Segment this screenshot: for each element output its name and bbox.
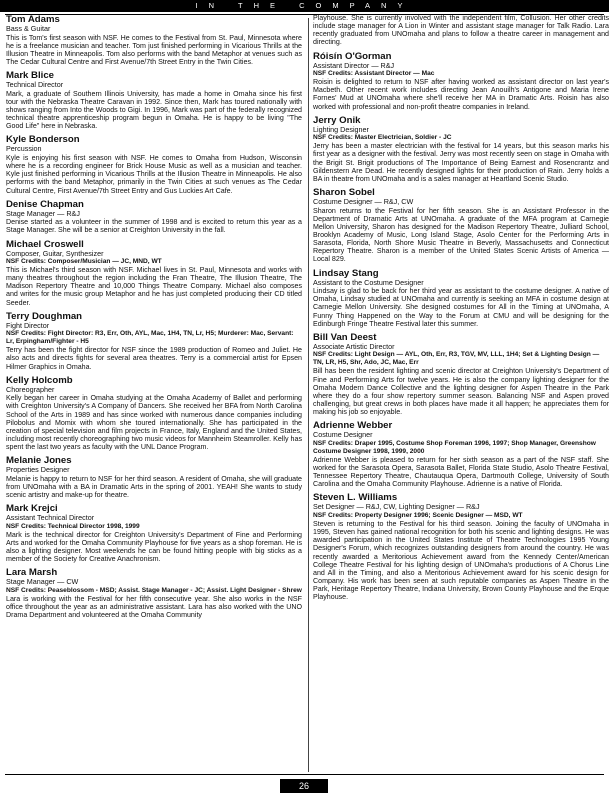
right-column xyxy=(313,14,609,770)
member-bio: Steven is returning to the Festival for his third season. Joining the faculty of UNOmaha in 1995, Steven has gained national recognition for both his scenic and lighting designs. He was awarded participation in the United States Institute of Theatre Technologies 1995 Young Designer's Forum, which recognizes outstanding designers from around the country. He was recently awarded a Meritorious Achievement award from the Kennedy Center/American College Theatre Festival for his lighting design of UNOmaha's productions of A Chorus Line and All in the Timing, and also a Meritorious Achievement award for his scenic design for Company. His work has been seen at such reputable companies as Aspen Theatre in the Park, Heritage Repertory Theatre, Indiana University, Brown County Playhouse and the Erque Playhouse. xyxy=(313,519,609,602)
column-divider xyxy=(308,18,309,772)
member-name: Steven L. Williams xyxy=(313,492,398,504)
member-role: Stage Manager — R&J xyxy=(6,208,80,218)
member-bio: Adrienne Webber is pleased to return for her sixth season as a part of the NSF staff. She worked for the Sarasota Opera, Sarasota Ballet, Florida State Studio, Asolo Theatre Festival, Tennessee Repertory Theatre, Chautauqua Opera, Dartmouth College, University of South Carolina and the Omaha Community Playhouse. Adrienne is a native of Florida. xyxy=(313,455,609,489)
member-role: Fight Director xyxy=(6,320,50,330)
member-name: Tom Adams xyxy=(6,14,60,25)
member-bio: Mark is the technical director for Creighton University's Department of Fine and Performing Arts and worked for the Omaha Community Playhouse for five years as a shop foreman. He is also a lighting designer. Most weekends he can be found hitting people with big sticks as a member of the Society for Creative Anachronism. xyxy=(6,530,302,564)
member-bio: This is Tom's first season with NSF. He comes to the Festival from St. Paul, Minnesota where he is a freelance musician and teacher. Tom just finished performing in Vicarious Thrills at the Illusion Theatre in Minneapolis. Tom also performs with the band Metaphor at venues such as The Cedar Cultural Centre and First Avenue/7th Street Entry in the Twin Cities. xyxy=(6,33,302,66)
member-name: Adrienne Webber xyxy=(313,420,393,432)
left-column xyxy=(6,14,302,770)
member-name: Jerry Onik xyxy=(313,114,361,126)
company-member-entry xyxy=(313,115,609,183)
member-name: Terry Doughman xyxy=(6,310,83,322)
company-member-entry xyxy=(6,134,302,194)
member-credits: NSF Credits: Property Designer 1996; Scenic Designer — MSD, WT xyxy=(313,511,523,519)
member-credits: NSF Credits: Technical Director 1998, 1999 xyxy=(6,522,140,530)
member-name: Kelly Holcomb xyxy=(6,374,73,386)
company-member-entry xyxy=(313,492,609,601)
member-bio: Kyle is enjoying his first season with NSF. He comes to Omaha from Hudson, Wisconsin where he is a recording engineer for Brick House Music as well as a musician and teacher. Kyle just finished performing in Vicarious Thrills at the Illusion Theatre in Minneapolis. He also performs with the band Metaphor, primarily in the Twin Cities at such venues as The Cedar Cultural Centre, First Avenue/7th Street Entry and Gus Luckies Art Cafe. xyxy=(6,153,302,195)
member-name: Mark Krejci xyxy=(6,503,58,515)
member-bio: Melanie is happy to return to NSF for her third season. A resident of Omaha, she will graduate from UNOmaha with a BA in Dramatic Arts in the spring of 2001. YEAH! She wants to study scenic artistry and make-up for theatre. xyxy=(6,474,302,500)
member-bio: Sharon returns to the Festival for her fifth season. She is an Assistant Professor in the Department of Dramatic Arts at UNOmaha. A graduate of the MFA program at Carnegie Mellon University, Sharon has designed for the Madison Repertory Theatre, Julliard School, Brooklyn Academy of Music, Long Island Stage, Asolo Center for the Performing Arts in Sarasota, Florida, North Shore Music Theatre in Beverly, Massachusetts and Connecticut Repertory Theatre. Sharon is a member of the United States Scenic Artists of America — Local 829. xyxy=(313,206,609,264)
company-member-entry xyxy=(6,503,302,563)
member-credits: NSF Credits: Peaseblossom - MSD; Assist. Stage Manager - JC; Assist. Light Designer - Shrew xyxy=(6,586,302,594)
member-credits: NSF Credits: Fight Director: R3, Err, Oth, AYL, Mac, 1H4, TN, Lr, H5; Murderer: Mac, Servant: Lr, Erpingham/Fighter - H5 xyxy=(6,330,294,346)
header-title: IN THE COMPANY xyxy=(195,1,414,10)
member-credits: NSF Credits: Draper 1995, Costume Shop Foreman 1996, 1997; Shop Manager, Greenshow Costume Designer 1998, 1999, 2000 xyxy=(313,439,596,455)
page-number: 26 xyxy=(280,779,328,793)
footer-rule xyxy=(5,774,604,775)
page-header xyxy=(0,0,609,12)
member-role: Costume Designer xyxy=(313,430,373,440)
member-name: Kyle Bonderson xyxy=(6,134,80,146)
company-member-entry xyxy=(6,375,302,452)
member-role: Choreographer xyxy=(6,384,55,394)
member-role: Lighting Designer xyxy=(313,124,369,134)
member-name: Róisín O'Gorman xyxy=(313,50,392,62)
member-name: Denise Chapman xyxy=(6,198,84,210)
company-member-entry xyxy=(313,332,609,416)
member-name: Lindsay Stang xyxy=(313,267,379,279)
company-member-entry xyxy=(313,14,609,47)
member-role: Composer, Guitar, Synthesizer xyxy=(6,248,104,258)
company-member-entry xyxy=(6,311,302,371)
member-credits: NSF Credits: Assistant Director — Mac xyxy=(313,70,435,78)
member-role: Set Designer — R&J, CW, Lighting Designer — R&J xyxy=(313,502,480,512)
member-name: Lara Marsh xyxy=(6,567,58,579)
company-member-entry xyxy=(6,70,302,130)
company-member-entry xyxy=(6,14,302,66)
company-member-entry xyxy=(6,239,302,307)
member-name: Bill Van Deest xyxy=(313,331,377,343)
member-credits: NSF Credits: Master Electrician, Soldier - JC xyxy=(313,134,452,142)
member-credits: NSF Credits: Light Design — AYL, Oth, Err, R3, TGV, MV, LLL, 1H4; Set & Lighting Design — TN, LR, H5, Shr, Ado, JC, Mac, Err xyxy=(313,351,600,367)
member-role: Bass & Guitar xyxy=(6,24,51,33)
company-member-entry xyxy=(6,455,302,499)
member-role: Costume Designer — R&J, CW xyxy=(313,197,414,207)
member-bio: Kelly began her career in Omaha studying at the Omaha Academy of Ballet and performing with Creighton University's A Company of Dancers. She received her BFA from North Carolina School of the Arts in 1989 and has since worked with numerous dance companies including Pilobolus and Momix with whom she toured internationally. She has participated in the creation of special television and film projects in France, Italy, England and the United States, including most recently choreographing two music videos for Mannheim Steamroller. Kelly has spent the last two years as faculty with the UNL Dance Program. xyxy=(6,394,302,452)
member-name: Michael Croswell xyxy=(6,238,84,250)
member-bio: Denise started as a volunteer in the summer of 1998 and is excited to return this year as a Stage Manager. She will be a senior at Creighton University in the fall. xyxy=(6,218,302,235)
company-member-entry xyxy=(313,268,609,328)
company-member-entry xyxy=(6,567,302,619)
member-bio: Jerry has been a master electrician with the festival for 14 years, but this season marks his first year as a designer with the festival. Jerry was most recently seen on stage in Omaha with the Brigit St. Brigit productions of The Importance of Being Earnest and Rosencrantz and Gildenstern Are Dead. He recently designed lights for their production of Rain. Jerry holds a BA in theatre from UNOmaha and is a sales manager at Heartland Scenic Studio. xyxy=(313,142,609,183)
member-bio: Roisin is delighted to return to NSF after having worked as assistant director on last year's Macbeth. Other recent work includes directing Jean Anouilh's Antigone and Maria Irene Fornes' Mud at UNOmaha where she'll receive her MA in Dramatic Arts. Roisin has also worked with professional and non-profit theatre companies in Ireland. xyxy=(313,78,609,111)
member-bio: Terry has been the fight director for NSF since the 1989 production of Romeo and Juliet. He also acts and directs fights for several area theatres. Terry is a commercial artist for Epsen Hilmer Graphics in Omaha. xyxy=(6,346,302,371)
member-bio: Lindsay is glad to be back for her third year as assistant to the costume designer. A native of Omaha, Lindsay studied at UNOmaha and currently is seeking an MFA in costume design at Carnegie Mellon University. She designed costumes for All in the Timing at UNOmaha, A Funny Thing Happened on the Way to the Forum at CMU and will be designing for the Edinburgh Fringe Theatre Festival later this summer. xyxy=(313,287,609,328)
member-name: Sharon Sobel xyxy=(313,187,375,199)
company-member-entry xyxy=(313,51,609,111)
member-role: Assistant to the Costume Designer xyxy=(313,277,424,287)
member-role: Assistant Director — R&J xyxy=(313,60,395,70)
member-credits: NSF Credits: Composer/Musician — JC, MND, WT xyxy=(6,258,162,265)
member-role: Properties Designer xyxy=(6,465,70,475)
member-bio: Bill has been the resident lighting and scenic director at Creighton University's Department of Fine and Performing Arts for twelve years. He is also the company lighting designer for the Omaha Modern Dance Collective and the lighting designer for Aspen Theatre in the Park where they do a four show repertory summer season. Balancing NSF and Aspen proved challenging, but great crews in both places have made it all happen; he appreciates them for making his job so enjoyable. xyxy=(313,367,609,417)
company-member-entry xyxy=(313,187,609,264)
member-role: Assistant Technical Director xyxy=(6,513,95,523)
member-role: Percussion xyxy=(6,144,42,154)
company-member-entry xyxy=(313,420,609,488)
member-name: Melanie Jones xyxy=(6,455,72,467)
company-member-entry xyxy=(6,199,302,235)
member-bio: Mark, a graduate of Southern Illinois University, has made a home in Omaha since his first tour with the Nebraska Theatre Caravan in 1992. Since then, Mark has toured nationally with shows ranging from Into the Woods to Gigi. In 1996, Mark was part of the federally recognized technical theatre apprenticeship program begun in Omaha. He is happy to be living "The Good Life" here in Nebraska. xyxy=(6,89,302,131)
member-role: Stage Manager — CW xyxy=(6,577,79,587)
member-bio: Playhouse. She is currently involved with the independent film, Collusion. Her other credits include stage manager for A Lion in Winter and assistant stage manager for Talk Radio. Lara recently graduated from UNOmaha and plans to follow a theatre career in management and directing. xyxy=(313,14,609,47)
member-bio: This is Michael's third season with NSF. Michael lives in St. Paul, Minnesota and works with many theatres throughout the region including the Fran Theatre, The Illusion Theatre, The Madison Repertory Theatre and 10,000 Things Theatre Company. Michael also composes and writes for the music group Metaphor and he has just completed producing their CD titled Seeder. xyxy=(6,266,302,307)
member-role: Associate Artistic Director xyxy=(313,341,395,351)
member-role: Technical Director xyxy=(6,80,64,90)
member-name: Mark Blice xyxy=(6,70,54,82)
member-bio: Lara is working with the Festival for her fifth consecutive year. She also works in the NSF office throughout the year as an administrative assistant. Lara has also worked with the UNO Drama Department and volunteered at the Omaha Community xyxy=(6,594,302,620)
